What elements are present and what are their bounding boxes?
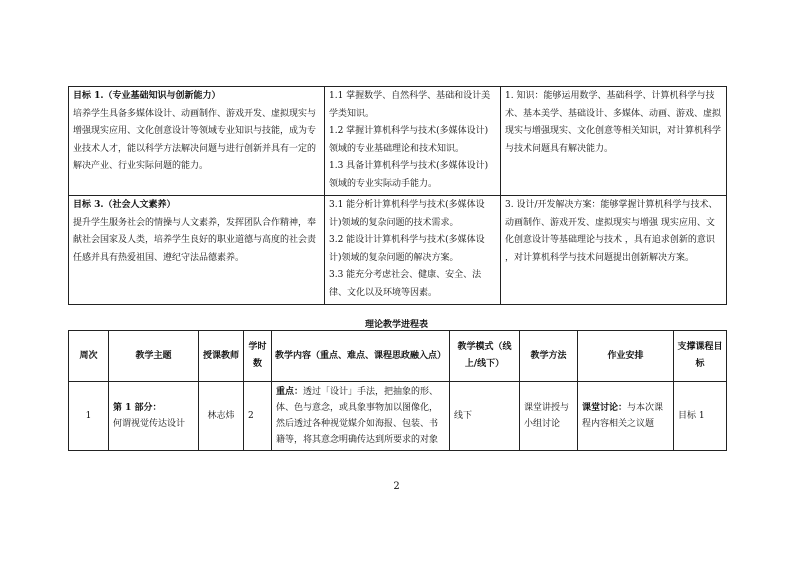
header-content: 教学内容（重点、难点、课程思政融入点） (272, 331, 450, 382)
header-topic: 教学主题 (109, 331, 199, 382)
mode-cell: 线下 (450, 382, 520, 451)
requirement-item: 3.1 能分析计算机科学与技术(多媒体设计)领域的复杂问题的技术需求。 (329, 200, 485, 228)
schedule-title: 理论教学进程表 (364, 320, 428, 330)
requirement-item: 1.1 掌握数学、自然科学、基础和设计美学类知识。 (329, 91, 491, 119)
requirement-cell (325, 196, 501, 305)
objective-row (69, 87, 727, 196)
homework-text: 与本次课程内容相关之议题 (582, 403, 664, 429)
requirement-item: 1.2 掌握计算机科学与技术(多媒体设计)领域的专业基础理论和技术知识。 (329, 126, 489, 154)
content-key: 重点： (276, 387, 304, 397)
ability-cell (501, 196, 727, 305)
header-homework: 作业安排 (578, 331, 674, 382)
method-cell: 课堂讲授与小组讨论 (520, 382, 578, 451)
schedule-table (68, 330, 727, 451)
header-week: 周次 (69, 331, 109, 382)
ability-text: 3. 设计/开发解决方案：能够掌握计算机科学与技术、动画制作、游戏开发、虚拟现实与增强 现实应用、文化创意设计等基础理论与技术 ，具有追求创新的意识 ，对计算机科学与技术问题提出创新解决方案。 (505, 200, 718, 263)
objective-title: 目标 1.（专业基础知识与创新能力） (73, 91, 221, 101)
topic-cell (109, 382, 199, 451)
objective-title: 目标 3.（社会人文素养） (73, 200, 176, 210)
objective-row (69, 196, 727, 305)
objective-desc: 提升学生服务社会的情操与人文素养，发挥团队合作精神，奉献社会国家及人类，培养学生良好的职业道德与高度的社会责任感并具有热爱祖国、遵纪守法品德素养。 (73, 217, 317, 263)
header-method: 教学方法 (520, 331, 578, 382)
content-cell (272, 382, 450, 451)
objectives-table (68, 86, 727, 305)
header-hours: 学时数 (244, 331, 272, 382)
topic-part: 第 1 部分： (113, 403, 162, 413)
goal-cell: 目标 1 (674, 382, 727, 451)
header-goal: 支撑课程目标 (674, 331, 727, 382)
header-teacher: 授课教师 (199, 331, 244, 382)
topic-name: 何谓视觉传达设计 (113, 419, 186, 429)
requirement-cell (325, 87, 501, 196)
content-text: 透过「设计」手法，把抽象的形、体、色与意念，或具象事物加以图像化，然后透过各种视觉媒介如海报、包装、书籍等，将其意念明确传达到所要求的对象 (276, 387, 439, 445)
homework-cell (578, 382, 674, 451)
header-mode: 教学模式（线上/线下） (450, 331, 520, 382)
ability-cell (501, 87, 727, 196)
requirement-item: 3.3 能充分考虑社会、健康、安全、法律、文化以及环境等因素。 (329, 270, 482, 298)
week-cell: 1 (69, 382, 109, 451)
hours-cell: 2 (244, 382, 272, 451)
teacher-cell: 林志炜 (199, 382, 244, 451)
homework-key: 课堂讨论： (582, 403, 628, 413)
schedule-header-row (69, 331, 727, 382)
page-number: 2 (393, 481, 400, 492)
objective-desc-cell (69, 87, 325, 196)
objective-desc-cell (69, 196, 325, 305)
table-row (69, 382, 727, 451)
ability-text: 1. 知识：能够运用数学、基础科学、计算机科学与技术、基本美学、基础设计、多媒体、动画、游戏、虚拟现实与增强现实、文化创意等相关知识，对计算机科学与技术问题具有解决能力。 (505, 91, 722, 154)
requirement-item: 3.2 能设计计算机科学与技术(多媒体设计)领域的复杂问题的解决方案。 (329, 235, 485, 263)
objective-desc: 培养学生具备多媒体设计、动画制作、游戏开发、虚拟现实与增强现实应用、文化创意设计等领域专业知识与技能，成为专业技术人才，能以科学方法解决问题与进行创新并具有一定的解决产业、行业实际问题的能力。 (73, 108, 317, 171)
requirement-item: 1.3 具备计算机科学与技术(多媒体设计)领域的专业实际动手能力。 (329, 161, 489, 189)
